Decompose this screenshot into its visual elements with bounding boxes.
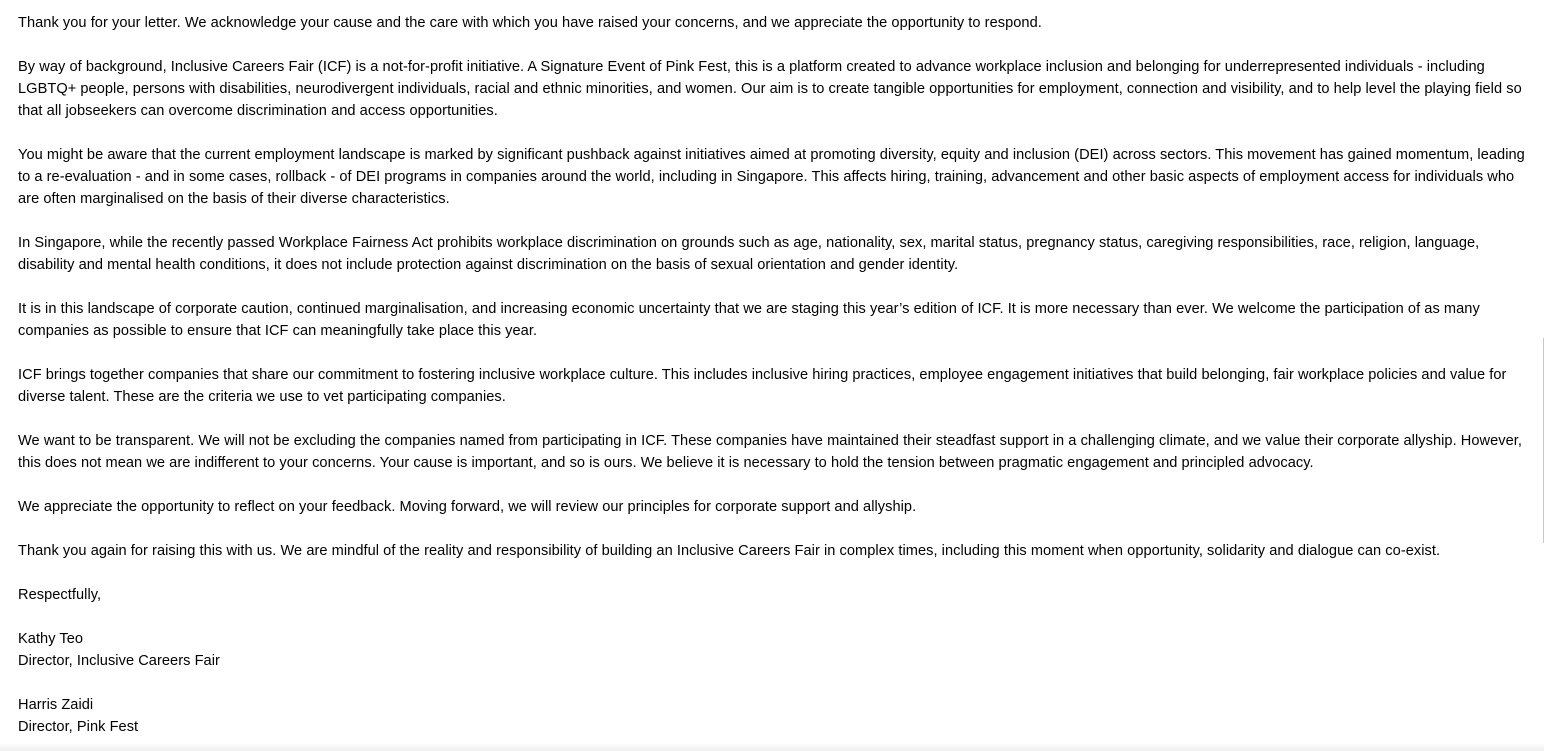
signatory-name: Harris Zaidi xyxy=(18,697,94,713)
letter-paragraph: In Singapore, while the recently passed Workplace Fairness Act prohibits workplace discrimination on grounds such as age, nationality, sex, marital status, pregnancy status, caregiving responsibilities, race, religion, language, disability and mental health conditions, it does not include protection against discrimination on the basis of sexual orientation and gender identity. xyxy=(18,235,1480,273)
letter-paragraph: ICF brings together companies that share our commitment to fostering inclusive workplace culture. This includes inclusive hiring practices, employee engagement initiatives that build belonging, fair workplace policies and value for diverse talent. These are the criteria we use to vet participating companies. xyxy=(18,367,1507,405)
signatory-block xyxy=(18,694,1528,738)
letter-paragraph: Thank you for your letter. We acknowledge your cause and the care with which you have raised your concerns, and we appreciate the opportunity to respond. xyxy=(18,15,1042,31)
bottom-edge-shadow xyxy=(0,743,1544,751)
letter-paragraph: By way of background, Inclusive Careers Fair (ICF) is a not-for-profit initiative. A Signature Event of Pink Fest, this is a platform created to advance workplace inclusion and belonging for underrepresented individuals - including LGBTQ+ people, persons with disabilities, neurodivergent individuals, racial and ethnic minorities, and women. Our aim is to create tangible opportunities for employment, connection and visibility, and to help level the playing field so that all jobseekers can overcome discrimination and access opportunities. xyxy=(18,59,1522,119)
letter-paragraph: We want to be transparent. We will not be excluding the companies named from participating in ICF. These companies have maintained their steadfast support in a challenging climate, and we value their corporate allyship. However, this does not mean we are indifferent to your concerns. Your cause is important, and so is ours. We believe it is necessary to hold the tension between pragmatic engagement and principled advocacy. xyxy=(18,433,1523,471)
letter-paragraph: We appreciate the opportunity to reflect on your feedback. Moving forward, we will review our principles for corporate support and allyship. xyxy=(18,499,917,515)
letter-paragraph: It is in this landscape of corporate caution, continued marginalisation, and increasing economic uncertainty that we are staging this year’s edition of ICF. It is more necessary than ever. We welcome the participation of as many companies as possible to ensure that ICF can meaningfully take place this year. xyxy=(18,301,1480,339)
signatory-block xyxy=(18,628,1528,672)
signatory-title: Director, Inclusive Careers Fair xyxy=(18,653,220,669)
signatory-title: Director, Pink Fest xyxy=(18,719,139,735)
letter-body xyxy=(18,12,1528,751)
letter-closing: Respectfully, xyxy=(18,587,102,603)
letter-paragraph: You might be aware that the current employment landscape is marked by significant pushback against initiatives aimed at promoting diversity, equity and inclusion (DEI) across sectors. This movement has gained momentum, leading to a re-evaluation - and in some cases, rollback - of DEI programs in companies around the world, including in Singapore. This affects hiring, training, advancement and other basic aspects of employment access for individuals who are often marginalised on the basis of their diverse characteristics. xyxy=(18,147,1525,207)
letter-paragraph: Thank you again for raising this with us. We are mindful of the reality and responsibility of building an Inclusive Careers Fair in complex times, including this moment when opportunity, solidarity and dialogue can co-exist. xyxy=(18,543,1441,559)
signatory-name: Kathy Teo xyxy=(18,631,84,647)
